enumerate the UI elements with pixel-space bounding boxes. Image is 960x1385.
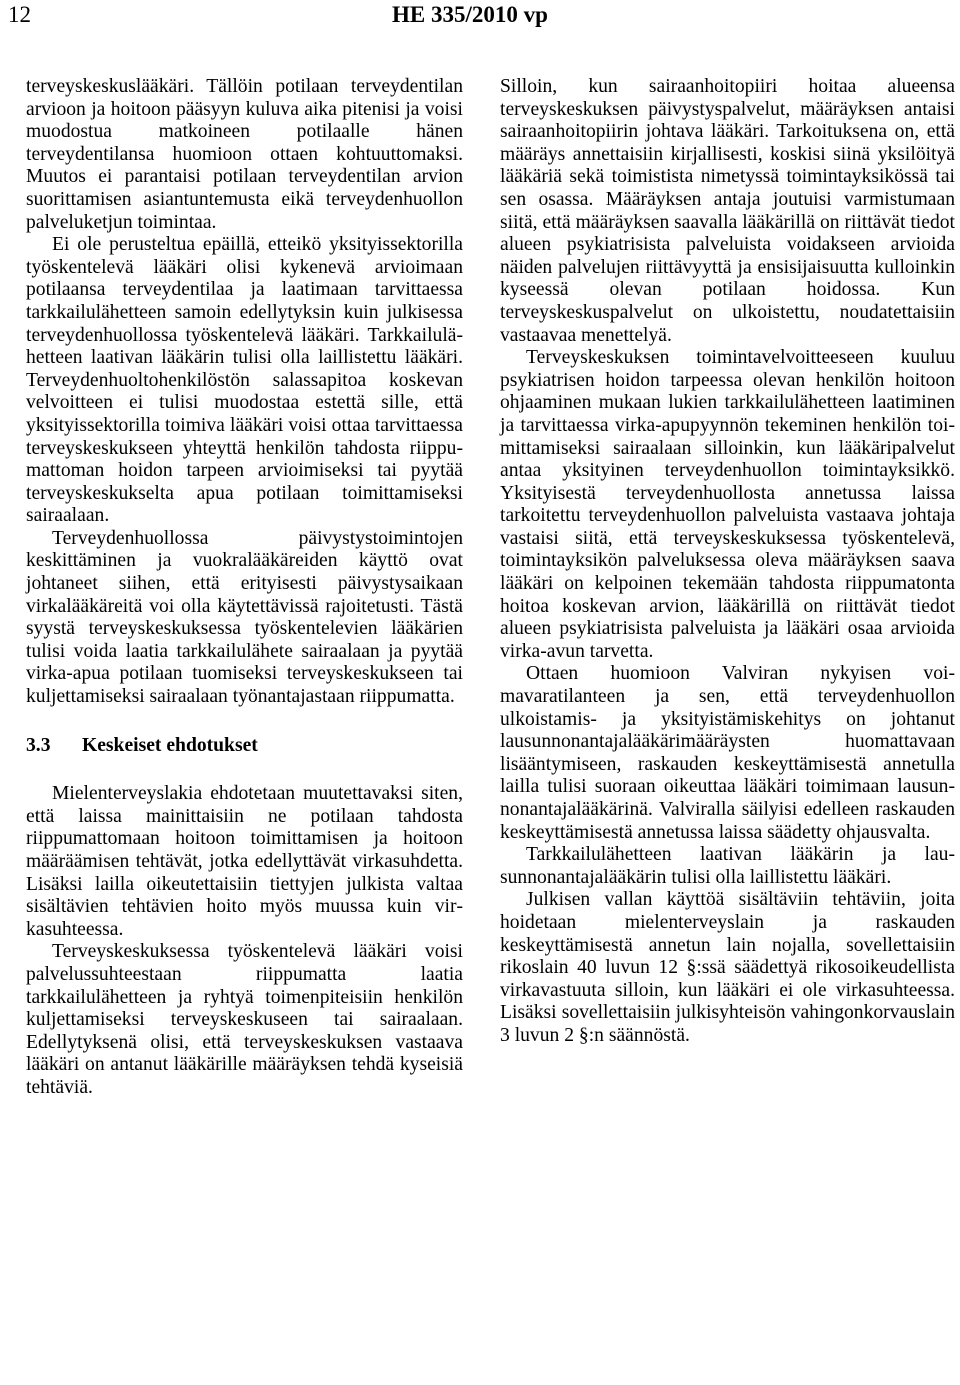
paragraph: Terveyskeskuksen toimintavelvoitteeseen kuuluu psykiatrisen hoidon tarpeessa olevan henkilön hoitoon ohjaaminen mukaan lukien tarkkailulähetteen laatiminen ja tarvittaessa virka-apupyynnön tekeminen henkilön toimittamiseksi sairaalaan silloinkin, kun lääkäripalvelut antaa yksityinen terveydenhuollon toimintayksikkö. Yksityisestä terveydenhuollosta annetussa laissa tarkoitettu terveydenhuollon palveluista vastaava johtaja vastaisi siitä, että terveyskeskuksessa työskentelevä, toimintayksikön palveluksessa oleva määräyksen saava lääkäri on kelpoinen tekemään tahdosta riippumatonta hoitoa koskevan arvion, lääkärillä on riittävät tiedot alueen psykiatrisista palveluista ja lääkäri osaa arvioida virka-avun tarvetta. [500,347,955,662]
paragraph: terveyskeskuslääkäri. Tällöin potilaan terveydentilan arvioon ja hoitoon pääsyyn kuluva aika pitenisi ja voisi muodostua matkoineen potilaalle hänen terveydentilansa huomioon ottaen kohtuuttomaksi. Muutos ei parantaisi potilaan terveydentilan arvion suorittamisen asiantuntemusta eikä terveydenhuollon palveluketjun toimintaa. [26,76,463,233]
paragraph: Mielenterveyslakia ehdotetaan muutettavaksi siten, että laissa mainittaisiin ne potilaan tahdosta riippumattomaan hoitoon toimittamisen ja hoitoon määräämisen tehtävät, jotka edellyttävät virkasuhdetta. Lisäksi lailla oikeutettaisiin tiettyjen julkista valtaa sisältävien tehtävien hoito myös muussa kuin virkasuhteessa. [26,783,463,940]
page-number: 12 [8,2,31,27]
paragraph: Terveydenhuollossa päivystystoimintojen keskittäminen ja vuokralääkäreiden käyttö ovat johtaneet siihen, että erityisesti päivystysaikaan virkalääkäreitä voi olla käytettävissä rajoitetusti. Tästä syystä terveyskeskuksessa työskentelevien lääkärien tulisi voida laatia tarkkailulähete sairaalaan ja pyytää virka-apua potilaan tuomiseksi terveyskeskukseen tai kuljettamiseksi sairaalaan työnantajastaan riippumatta. [26,527,463,708]
page-header [0,0,960,40]
paragraph: Ei ole perusteltua epäillä, etteikö yksityissektorilla työskentelevä lääkäri olisi kykenevä arvioimaan potilaansa terveydentilaa ja laatimaan tarvittaessa tarkkailulähetteen samoin edellytyksin kuin julkisessa terveydenhuollossa työskentelevä lääkäri. Tarkkailulähetteen laativan lääkärin tulisi olla laillistettu lääkäri. Terveydenhuoltohenkilöstön salassapitoa koskevan velvoitteen ei tulisi muodostaa estettä sille, että yksityissektorilla toimiva lääkäri voisi ottaa tarvittaessa terveyskeskukseen yhteyttä henkilön tahdosta riippumattoman hoidon tarpeen arvioimiseksi tai pyytää terveyskeskukselta apua potilaan toimittamiseksi sairaalaan. [26,234,463,527]
document-reference: HE 335/2010 vp [392,2,548,27]
right-column [500,76,955,1048]
left-column [26,76,463,1100]
paragraph: Tarkkailulähetteen laativan lääkärin ja lausunnonantajalääkärin tulisi olla laillistettu lääkäri. [500,844,955,888]
section-title: Keskeiset ehdotukset [82,734,258,756]
paragraph: Terveyskeskuksessa työskentelevä lääkäri voisi palvelussuhteestaan riippumatta laatia tarkkailulähetteen ja ryhtyä toimenpiteisiin henkilön kuljettamiseksi terveyskeskuseen tai sairaalaan. Edellytyksenä olisi, että terveyskeskuksen vastaava lääkäri on antanut lääkärille määräyksen tehdä kyseisiä tehtäviä. [26,941,463,1098]
section-number: 3.3 [26,734,51,756]
paragraph: Julkisen vallan käyttöä sisältäviin tehtäviin, joita hoidetaan mielenterveyslain ja raskauden keskeyttämisestä annetun lain nojalla, sovellettaisiin rikoslain 40 luvun 12 §:ssä säädettyä rikosoikeudellista virkavastuuta silloin, kun lääkäri ei ole virkasuhteessa. Lisäksi sovellettaisiin julkisyhteisön vahingonkorvauslain 3 luvun 2 §:n säännöstä. [500,889,955,1046]
paragraph: Silloin, kun sairaanhoitopiiri hoitaa alueensa terveyskeskuksen päivystyspalvelut, määräyksen antaisi sairaanhoitopiirin johtava lääkäri. Tarkoituksena on, että määräys annettaisiin kirjallisesti, koskisi siinä yksilöityä lääkäriä sekä toimistista nimetyssä toimintayksikössä tai sen osassa. Määräyksen antaja joutuisi varmistumaan siitä, että määräyksen saavalla lääkärillä on riittävät tiedot alueen psykiatrisista palveluista voidakseen arvioida näiden palvelujen riittävyyttä ja ensisijaisuutta kulloinkin kyseessä olevan potilaan hoidossa. Kun terveyskeskuspalvelut on ulkoistettu, noudatettaisiin vastaavaa menettelyä. [500,76,955,346]
section-heading [26,735,463,758]
paragraph: Ottaen huomioon Valviran nykyisen voimavaratilanteen ja sen, että terveydenhuollon ulkoistamis- ja yksityistämiskehitys on johtanut lausunnonantajalääkärimääräysten huomattavaan lisääntymiseen, raskauden keskeyttämisestä annetulla lailla tulisi suoraan oikeuttaa lääkäri toimimaan lausunnonantajalääkärinä. Valviralla säilyisi edelleen raskauden keskeyttämisestä annetussa laissa säädetty ohjausvalta. [500,663,955,843]
